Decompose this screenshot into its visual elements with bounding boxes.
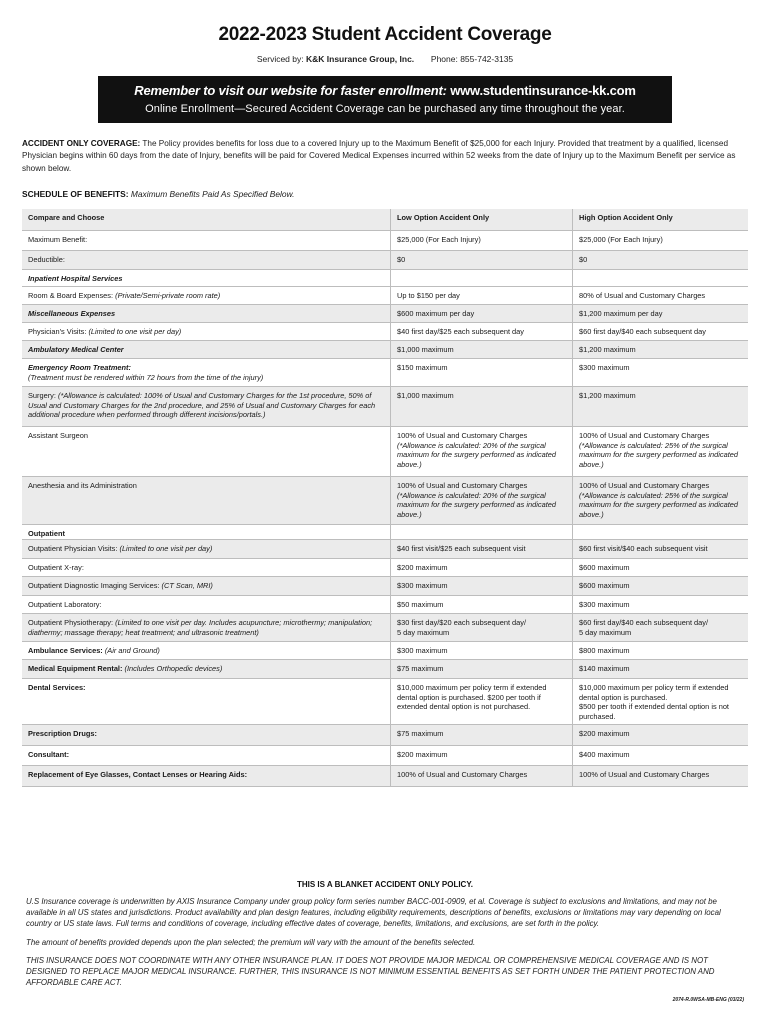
blanket-policy-notice: THIS IS A BLANKET ACCIDENT ONLY POLICY. <box>296 880 473 889</box>
website-link[interactable]: www.studentinsurance-kk.com <box>450 83 636 98</box>
row-label: Surgery: (*Allowance is calculated: 100% of Usual and Customary Charges for the 1st procedure, 50% of Usual and Customary Charges for the 2nd procedure, and 25% of Usual and Customary Charges for each additional procedure when performed through different incisions/portals.) <box>28 391 376 420</box>
low-option-value: $600 maximum per day <box>390 305 572 322</box>
high-option-value: $60 first day/$40 each subsequent day/ 5 day maximum <box>572 614 748 641</box>
section-row-inpatient <box>22 270 748 287</box>
benefits-table <box>22 209 748 787</box>
section-title: Outpatient <box>28 529 65 538</box>
row-label: Outpatient Physician Visits: (Limited to one visit per day) <box>28 544 213 553</box>
company-name: K&K Insurance Group, Inc. <box>306 54 415 64</box>
low-option-value: $40 first visit/$25 each subsequent visit <box>390 540 572 558</box>
benefits-amount-note: The amount of benefits provided depends upon the plan selected; the premium will vary with the amount of the benefits selected. <box>26 938 476 947</box>
row-label: Emergency Room Treatment: (Treatment must be rendered within 72 hours from the time of the injury) <box>28 363 264 382</box>
table-row <box>22 660 748 679</box>
high-option-value: $800 maximum <box>572 642 748 659</box>
high-option-value: 100% of Usual and Customary Charges (*Allowance is calculated: 25% of the surgical maximum for the surgery performed as indicated above.) <box>572 477 748 524</box>
high-option-value: $60 first day/$40 each subsequent day <box>572 323 748 340</box>
schedule-text: Maximum Benefits Paid As Specified Below. <box>130 189 295 199</box>
row-label: Outpatient Physiotherapy: (Limited to one visit per day. Includes acupuncture; microthermy; manipulation; diathermy; massage therapy; heat treatment; and ultrasonic treatment) <box>28 618 373 637</box>
high-option-value: $140 maximum <box>572 660 748 678</box>
table-row <box>22 359 748 387</box>
table-row <box>22 251 748 270</box>
low-option-value: 100% of Usual and Customary Charges (*Allowance is calculated: 20% of the surgical maximum for the surgery performed as indicated above.) <box>390 427 572 476</box>
table-row <box>22 323 748 341</box>
header-compare: Compare and Choose <box>28 213 105 222</box>
serviced-by-line <box>0 54 770 64</box>
low-option-value: $30 first day/$20 each subsequent day/ 5 day maximum <box>390 614 572 641</box>
high-option-value: $300 maximum <box>572 359 748 386</box>
schedule-lead: SCHEDULE OF BENEFITS: <box>22 189 129 199</box>
accident-only-coverage-paragraph <box>22 138 748 175</box>
low-option-value: $1,000 maximum <box>390 387 572 426</box>
table-row <box>22 341 748 359</box>
table-row <box>22 477 748 525</box>
row-label: Assistant Surgeon <box>28 431 88 440</box>
table-row <box>22 540 748 559</box>
row-label: Prescription Drugs: <box>28 729 97 738</box>
header-low-option: Low Option Accident Only <box>390 209 572 230</box>
low-option-value: $0 <box>390 251 572 269</box>
row-label: Replacement of Eye Glasses, Contact Lenses or Hearing Aids: <box>28 770 248 779</box>
high-option-value: $1,200 maximum per day <box>572 305 748 322</box>
low-option-value: $75 maximum <box>390 725 572 745</box>
high-option-value: 100% of Usual and Customary Charges (*Allowance is calculated: 25% of the surgical maximum for the surgery performed as indicated above.) <box>572 427 748 476</box>
row-label: Ambulance Services: (Air and Ground) <box>28 646 160 655</box>
row-label: Outpatient Diagnostic Imaging Services: (CT Scan, MRI) <box>28 581 213 590</box>
row-label: Outpatient X-ray: <box>28 563 84 572</box>
low-option-value: $10,000 maximum per policy term if extended dental option is purchased. $200 per tooth if extended dental option is not purchased. <box>390 679 572 724</box>
row-label: Deductible: <box>28 255 65 264</box>
high-option-value: $1,200 maximum <box>572 341 748 358</box>
high-option-value: 100% of Usual and Customary Charges <box>572 766 748 786</box>
table-row <box>22 766 748 787</box>
section-title: Inpatient Hospital Services <box>28 274 123 283</box>
schedule-of-benefits-heading <box>22 189 748 199</box>
header-high-option: High Option Accident Only <box>572 209 748 230</box>
row-label: Anesthesia and its Administration <box>28 481 137 490</box>
low-option-value: $300 maximum <box>390 642 572 659</box>
high-option-value: $200 maximum <box>572 725 748 745</box>
low-option-value: $200 maximum <box>390 746 572 765</box>
table-row <box>22 725 748 746</box>
coordination-disclaimer: THIS INSURANCE DOES NOT COORDINATE WITH ANY OTHER INSURANCE PLAN. IT DOES NOT PROVIDE MAJOR MEDICAL OR COMPREHENSIVE MEDICAL COVERAGE AND IS NOT DESIGNED TO REPLACE MAJOR MEDICAL INSURANCE. FURTHER, THIS INSURANCE IS NOT MINIMUM ESSENTIAL BENEFITS AS SET FORTH UNDER THE PATIENT PROTECTION AND AFFORDABLE CARE ACT. <box>26 956 715 988</box>
row-label: Miscellaneous Expenses <box>28 309 116 318</box>
row-label: Ambulatory Medical Center <box>28 345 124 354</box>
underwriting-disclaimer: U.S Insurance coverage is underwritten by AXIS Insurance Company under group policy form series number BACC-001-0909, et al. Coverage is subject to exclusions and limitations, and may not be available in all US states and jurisdictions. Product availability and plan design features, including eligibility requirements, descriptions of benefits, exclusions or limitations may vary depending on local country or US state laws. Full terms and conditions of coverage, including effective dates of coverage, benefits, limitations, and exclusions, are set forth in the policy. <box>26 897 721 929</box>
high-option-value: $0 <box>572 251 748 269</box>
table-row <box>22 642 748 660</box>
low-option-value: $1,000 maximum <box>390 341 572 358</box>
low-option-value: $150 maximum <box>390 359 572 386</box>
row-label: Room & Board Expenses: (Private/Semi-private room rate) <box>28 291 221 300</box>
accident-only-lead: ACCIDENT ONLY COVERAGE: <box>22 139 141 148</box>
low-option-value: 100% of Usual and Customary Charges (*Allowance is calculated: 20% of the surgical maximum for the surgery performed as indicated above.) <box>390 477 572 524</box>
serviced-by-label: Serviced by: <box>256 54 304 64</box>
table-row <box>22 231 748 251</box>
high-option-value: $1,200 maximum <box>572 387 748 426</box>
table-header-row <box>22 209 748 231</box>
phone-number: Phone: 855-742-3135 <box>430 54 514 64</box>
low-option-value: $50 maximum <box>390 596 572 613</box>
table-row <box>22 427 748 477</box>
table-row <box>22 614 748 642</box>
table-row <box>22 305 748 323</box>
row-label: Outpatient Laboratory: <box>28 600 102 609</box>
table-row <box>22 387 748 427</box>
low-option-value: Up to $150 per day <box>390 287 572 304</box>
high-option-value: $25,000 (For Each Injury) <box>572 231 748 250</box>
high-option-value: $600 maximum <box>572 577 748 595</box>
row-label: Maximum Benefit: <box>28 235 88 244</box>
table-row <box>22 596 748 614</box>
row-label: Consultant: <box>28 750 70 759</box>
high-option-value: $400 maximum <box>572 746 748 765</box>
form-number: 2074-R.0WSA-MB-ENG (03/22) <box>672 997 744 1003</box>
table-row <box>22 577 748 596</box>
low-option-value: $40 first day/$25 each subsequent day <box>390 323 572 340</box>
table-row <box>22 679 748 725</box>
low-option-value: $25,000 (For Each Injury) <box>390 231 572 250</box>
section-row-outpatient <box>22 525 748 540</box>
high-option-value: $10,000 maximum per policy term if extended dental option is purchased. $500 per tooth if extended dental option is not purchased. <box>572 679 748 724</box>
high-option-value: $600 maximum <box>572 559 748 576</box>
table-row <box>22 559 748 577</box>
high-option-value: 80% of Usual and Customary Charges <box>572 287 748 304</box>
banner-line-2: Online Enrollment—Secured Accident Coverage can be purchased any time throughout the year. <box>145 103 625 115</box>
low-option-value: $200 maximum <box>390 559 572 576</box>
row-label: Dental Services: <box>28 683 86 692</box>
banner-reminder-text: Remember to visit our website for faster enrollment: <box>134 83 447 98</box>
page-title: 2022-2023 Student Accident Coverage <box>218 24 552 45</box>
accident-only-text: The Policy provides benefits for loss due to a covered Injury up to the Maximum Benefit of $25,000 for each Injury. Provided that treatment by a qualified, licensed Physician begins within 60 days from the date of Injury, benefits will be paid for Covered Medical Expenses incurred within 52 weeks from the date of Injury up to the Maximum Benefit per service as shown below. <box>22 139 736 173</box>
high-option-value: $300 maximum <box>572 596 748 613</box>
row-label: Medical Equipment Rental: (Includes Orthopedic devices) <box>28 664 223 673</box>
low-option-value: $300 maximum <box>390 577 572 595</box>
high-option-value: $60 first visit/$40 each subsequent visit <box>572 540 748 558</box>
table-row <box>22 287 748 305</box>
table-row <box>22 746 748 766</box>
low-option-value: 100% of Usual and Customary Charges <box>390 766 572 786</box>
banner-line-1 <box>98 83 672 98</box>
enrollment-banner <box>98 76 672 123</box>
low-option-value: $75 maximum <box>390 660 572 678</box>
row-label: Physician's Visits: (Limited to one visit per day) <box>28 327 182 336</box>
